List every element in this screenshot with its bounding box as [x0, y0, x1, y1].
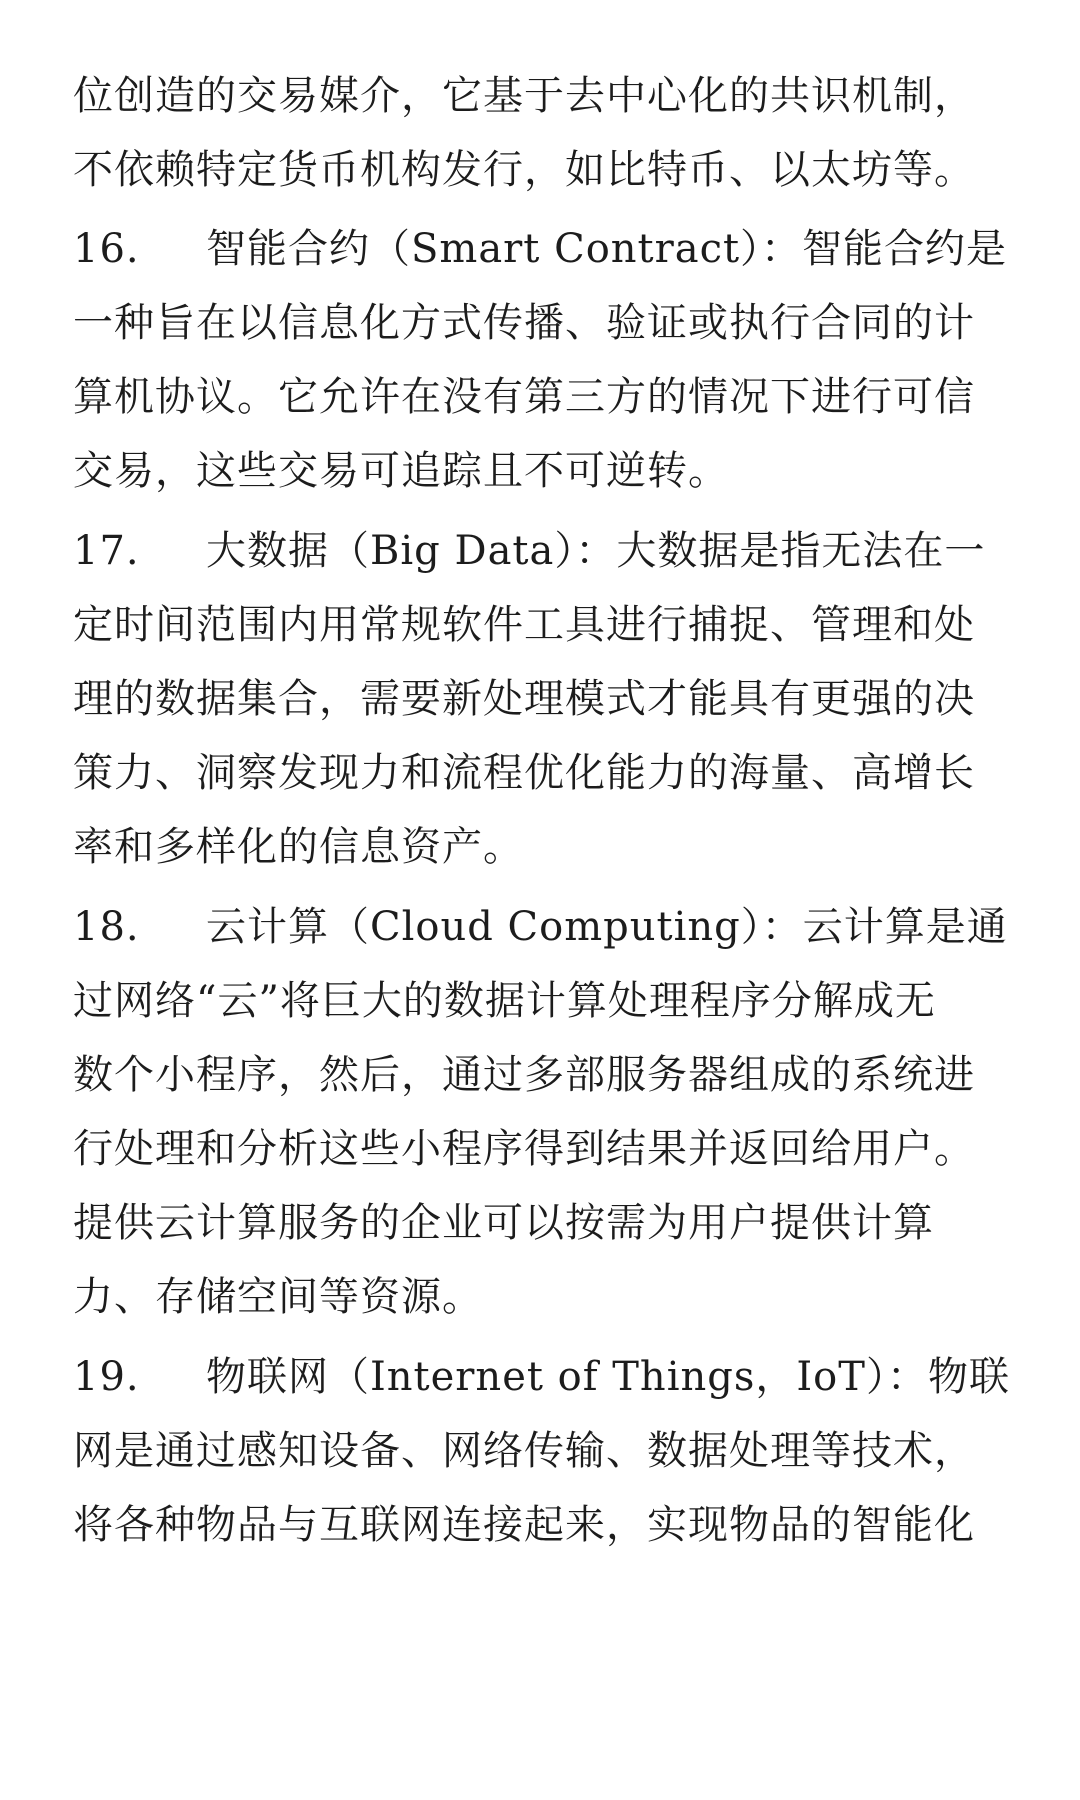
- definition-19-first-line: [73, 1353, 1013, 1401]
- text-line: 不依赖特定货币机构发行，如比特币、以太坊等。: [73, 147, 975, 193]
- text-line: 行处理和分析这些小程序得到结果并返回给用户。: [73, 1126, 975, 1172]
- text-line: 算机协议。它允许在没有第三方的情况下进行可信: [73, 374, 975, 420]
- definition-16-first-line: [73, 225, 1013, 273]
- text-line: 大数据（Big Data）：大数据是指无法在一: [206, 528, 986, 574]
- item-number: 18.: [73, 904, 140, 950]
- item-number: 19.: [73, 1354, 140, 1400]
- text-line: 力、存储空间等资源。: [73, 1274, 483, 1320]
- item-number: 17.: [73, 528, 140, 574]
- text-line: 一种旨在以信息化方式传播、验证或执行合同的计: [73, 300, 975, 346]
- text-line: 位创造的交易媒介，它基于去中心化的共识机制，: [73, 73, 975, 119]
- text-line: 定时间范围内用常规软件工具进行捕捉、管理和处: [73, 602, 975, 648]
- text-line: 智能合约（Smart Contract）：智能合约是: [206, 226, 1008, 272]
- text-line: 策力、洞察发现力和流程优化能力的海量、高增长: [73, 750, 975, 796]
- text-line: 理的数据集合，需要新处理模式才能具有更强的决: [73, 676, 975, 722]
- definition-18-first-line: [73, 903, 1013, 951]
- definition-17-first-line: [73, 527, 1013, 575]
- text-line: 过网络“云”将巨大的数据计算处理程序分解成无: [73, 978, 936, 1024]
- text-line: 数个小程序，然后，通过多部服务器组成的系统进: [73, 1052, 975, 1098]
- item-number: 16.: [73, 226, 140, 272]
- text-line: 将各种物品与互联网连接起来，实现物品的智能化: [73, 1502, 975, 1548]
- text-line: 率和多样化的信息资产。: [73, 824, 524, 870]
- text-line: 提供云计算服务的企业可以按需为用户提供计算: [73, 1200, 934, 1246]
- text-line: 交易，这些交易可追踪且不可逆转。: [73, 448, 729, 494]
- text-line: 物联网（Internet of Things，IoT）：物联: [206, 1354, 1010, 1400]
- text-line: 网是通过感知设备、网络传输、数据处理等技术，: [73, 1428, 975, 1474]
- text-line: 云计算（Cloud Computing）：云计算是通: [206, 904, 1008, 950]
